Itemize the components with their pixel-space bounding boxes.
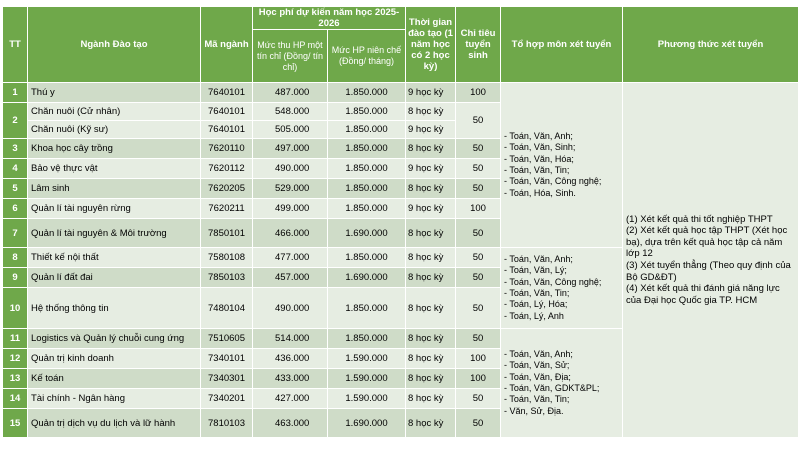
duration: 8 học kỳ xyxy=(406,179,456,199)
duration: 9 học kỳ xyxy=(406,199,456,219)
combo-item: - Toán, Văn, Tin; xyxy=(504,288,570,298)
row-number: 11 xyxy=(3,329,28,349)
row-number: 14 xyxy=(3,389,28,409)
duration: 8 học kỳ xyxy=(406,103,456,121)
fee-monthly: 1.850.000 xyxy=(328,288,406,329)
fee-per-credit: 497.000 xyxy=(253,139,328,159)
fee-monthly: 1.690.000 xyxy=(328,409,406,438)
quota: 50 xyxy=(456,268,501,288)
major-name: Khoa học cây trồng xyxy=(28,139,201,159)
quota: 50 xyxy=(456,179,501,199)
fee-per-credit: 529.000 xyxy=(253,179,328,199)
fee-monthly: 1.850.000 xyxy=(328,121,406,139)
major-name: Tài chính - Ngân hàng xyxy=(28,389,201,409)
duration: 9 học kỳ xyxy=(406,121,456,139)
quota: 50 xyxy=(456,139,501,159)
quota: 50 xyxy=(456,219,501,248)
fee-monthly: 1.850.000 xyxy=(328,179,406,199)
quota: 50 xyxy=(456,288,501,329)
combo-item: - Toán, Văn, Anh; xyxy=(504,131,573,142)
duration: 8 học kỳ xyxy=(406,219,456,248)
row-number: 6 xyxy=(3,199,28,219)
combo-group-2 xyxy=(501,248,623,329)
admission-table xyxy=(2,6,799,438)
quota: 50 xyxy=(456,409,501,438)
fee-monthly: 1.590.000 xyxy=(328,369,406,389)
fee-per-credit: 514.000 xyxy=(253,329,328,349)
row-number: 9 xyxy=(3,268,28,288)
header-duration: Thời gian đào tạo (1 năm học có 2 học kỳ) xyxy=(406,7,456,83)
fee-monthly: 1.690.000 xyxy=(328,268,406,288)
major-name: Thiết kế nội thất xyxy=(28,248,201,268)
combo-item: - Toán, Văn, Địa; xyxy=(504,371,571,382)
major-name: Quản trị kinh doanh xyxy=(28,349,201,369)
method-item: (2) Xét kết quả học tập THPT (Xét học bạ), dựa trên kết quả học tập cả năm lớp 12 xyxy=(626,225,788,260)
fee-per-credit: 548.000 xyxy=(253,103,328,121)
major-code: 7640101 xyxy=(201,83,253,103)
method-item: (4) Xét kết quả thi đánh giá năng lực của Đại học Quốc gia TP. HCM xyxy=(626,283,780,306)
row-number: 12 xyxy=(3,349,28,369)
duration: 8 học kỳ xyxy=(406,248,456,268)
combo-item: - Toán, Hóa, Sinh. xyxy=(504,187,576,198)
quota: 100 xyxy=(456,199,501,219)
combo-item: - Toán, Văn, Tin; xyxy=(504,165,570,175)
major-name: Hệ thống thông tin xyxy=(28,288,201,329)
header-fee-credit: Mức thu HP một tín chỉ (Đồng/ tín chỉ) xyxy=(253,30,328,83)
fee-per-credit: 487.000 xyxy=(253,83,328,103)
major-code: 7510605 xyxy=(201,329,253,349)
row-number: 7 xyxy=(3,219,28,248)
major-name: Thú y xyxy=(28,83,201,103)
fee-per-credit: 490.000 xyxy=(253,288,328,329)
fee-per-credit: 466.000 xyxy=(253,219,328,248)
row-number: 1 xyxy=(3,83,28,103)
combo-item: - Toán, Lý, Anh xyxy=(504,310,564,321)
fee-monthly: 1.590.000 xyxy=(328,389,406,409)
header-major: Ngành Đào tạo xyxy=(28,7,201,83)
combo-item: - Toán, Văn, Sinh; xyxy=(504,142,576,153)
fee-monthly: 1.850.000 xyxy=(328,103,406,121)
fee-per-credit: 463.000 xyxy=(253,409,328,438)
row-number: 2 xyxy=(3,103,28,139)
header-code: Mã ngành xyxy=(201,7,253,83)
duration: 8 học kỳ xyxy=(406,349,456,369)
duration: 8 học kỳ xyxy=(406,329,456,349)
duration: 8 học kỳ xyxy=(406,389,456,409)
admission-methods xyxy=(623,83,799,438)
header-fee-group: Học phí dự kiến năm học 2025-2026 xyxy=(253,7,406,30)
major-name: Quản lí tài nguyên rừng xyxy=(28,199,201,219)
major-code: 7340101 xyxy=(201,349,253,369)
major-code: 7810103 xyxy=(201,409,253,438)
quota: 100 xyxy=(456,369,501,389)
duration: 8 học kỳ xyxy=(406,139,456,159)
fee-per-credit: 505.000 xyxy=(253,121,328,139)
fee-monthly: 1.850.000 xyxy=(328,199,406,219)
major-code: 7340301 xyxy=(201,369,253,389)
major-code: 7850101 xyxy=(201,219,253,248)
major-code: 7640101 xyxy=(201,103,253,121)
major-code: 7620112 xyxy=(201,159,253,179)
duration: 8 học kỳ xyxy=(406,268,456,288)
combo-item: - Toán, Văn, Anh; xyxy=(504,254,573,265)
major-name: Quản trị dịch vụ du lịch và lữ hành xyxy=(28,409,201,438)
major-code: 7620205 xyxy=(201,179,253,199)
major-code: 7620211 xyxy=(201,199,253,219)
quota: 100 xyxy=(456,349,501,369)
row-number: 8 xyxy=(3,248,28,268)
method-item: (1) Xét kết quả thi tốt nghiệp THPT xyxy=(626,213,773,225)
major-code: 7620110 xyxy=(201,139,253,159)
fee-monthly: 1.690.000 xyxy=(328,219,406,248)
duration: 8 học kỳ xyxy=(406,288,456,329)
fee-per-credit: 477.000 xyxy=(253,248,328,268)
major-name: Chăn nuôi (Cử nhân) xyxy=(28,103,201,121)
fee-monthly: 1.850.000 xyxy=(328,248,406,268)
duration: 8 học kỳ xyxy=(406,409,456,438)
combo-group-3 xyxy=(501,329,623,438)
major-code: 7340201 xyxy=(201,389,253,409)
major-name: Chăn nuôi (Kỹ sư) xyxy=(28,121,201,139)
row-number: 15 xyxy=(3,409,28,438)
combo-item: - Toán, Văn, Công nghệ; xyxy=(504,176,602,187)
combo-item: - Toán, Văn, Sử; xyxy=(504,360,570,371)
header-combos: Tổ hợp môn xét tuyển xyxy=(501,7,623,83)
fee-monthly: 1.850.000 xyxy=(328,329,406,349)
fee-per-credit: 427.000 xyxy=(253,389,328,409)
quota: 50 xyxy=(456,159,501,179)
quota: 50 xyxy=(456,248,501,268)
quota: 100 xyxy=(456,83,501,103)
admission-table-wrapper xyxy=(2,6,799,438)
fee-monthly: 1.850.000 xyxy=(328,159,406,179)
row-number: 3 xyxy=(3,139,28,159)
combo-item: - Văn, Sử, Địa. xyxy=(504,405,564,416)
combo-item: - Toán, Văn, Anh; xyxy=(504,349,573,360)
major-name: Kế toán xyxy=(28,369,201,389)
row-number: 5 xyxy=(3,179,28,199)
combo-item: - Toán, Lý, Hóa; xyxy=(504,299,568,310)
quota: 50 xyxy=(456,103,501,139)
header-quota: Chỉ tiêu tuyển sinh xyxy=(456,7,501,83)
fee-per-credit: 433.000 xyxy=(253,369,328,389)
fee-monthly: 1.590.000 xyxy=(328,349,406,369)
major-name: Quản lí đất đai xyxy=(28,268,201,288)
header-tt: TT xyxy=(3,7,28,83)
duration: 8 học kỳ xyxy=(406,369,456,389)
major-code: 7640101 xyxy=(201,121,253,139)
fee-monthly: 1.850.000 xyxy=(328,83,406,103)
table-body xyxy=(3,83,799,438)
combo-item: - Toán, Văn, Hóa; xyxy=(504,153,574,164)
combo-group-1 xyxy=(501,83,623,248)
combo-item: - Toán, Văn, Tin; xyxy=(504,394,570,405)
row-number: 10 xyxy=(3,288,28,329)
major-name: Logistics và Quản lý chuỗi cung ứng xyxy=(28,329,201,349)
combo-item: - Toán, Văn, Lý; xyxy=(504,265,567,276)
fee-monthly: 1.850.000 xyxy=(328,139,406,159)
combo-item: - Toán, Văn, Công nghệ; xyxy=(504,276,602,287)
duration: 9 học kỳ xyxy=(406,159,456,179)
row-number: 4 xyxy=(3,159,28,179)
major-code: 7480104 xyxy=(201,288,253,329)
major-name: Lâm sinh xyxy=(28,179,201,199)
header-methods: Phương thức xét tuyển xyxy=(623,7,799,83)
row-number: 13 xyxy=(3,369,28,389)
header-fee-monthly: Mức HP niên chế (Đồng/ tháng) xyxy=(328,30,406,83)
fee-per-credit: 490.000 xyxy=(253,159,328,179)
major-name: Quản lí tài nguyên & Môi trường xyxy=(28,219,201,248)
fee-per-credit: 499.000 xyxy=(253,199,328,219)
quota: 50 xyxy=(456,329,501,349)
combo-item: - Toán, Văn, GDKT&PL; xyxy=(504,383,600,393)
fee-per-credit: 436.000 xyxy=(253,349,328,369)
method-item: (3) Xét tuyển thẳng (Theo quy định của Bộ GD&ĐT) xyxy=(626,260,791,283)
major-code: 7850103 xyxy=(201,268,253,288)
quota: 50 xyxy=(456,389,501,409)
duration: 9 học kỳ xyxy=(406,83,456,103)
major-code: 7580108 xyxy=(201,248,253,268)
major-name: Bảo vệ thực vật xyxy=(28,159,201,179)
fee-per-credit: 457.000 xyxy=(253,268,328,288)
table-header xyxy=(3,7,799,83)
